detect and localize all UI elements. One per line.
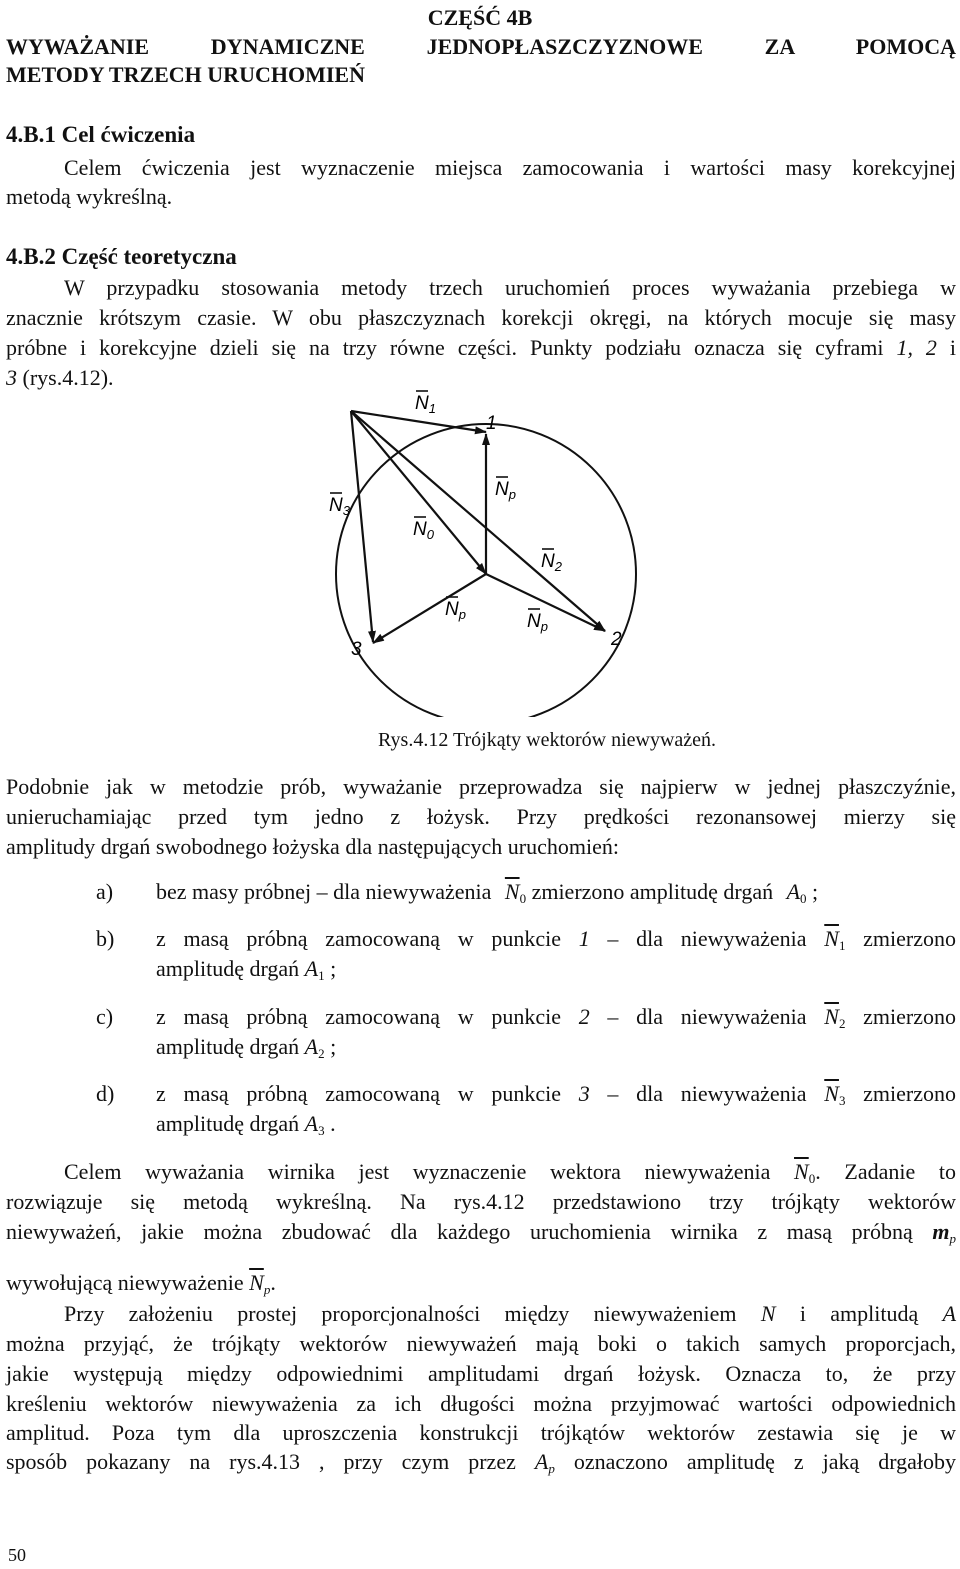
list-item-a: bez masy próbnej – dla niewyważenia $\overline{N}_0$ zmierzono amplitudę drgań $A_0$ ;: [156, 879, 819, 906]
part-heading: CZĘŚĆ 4B: [427, 5, 533, 30]
label-np-lower-right: $N_p$: [527, 611, 548, 634]
label-point-2: 2: [611, 629, 622, 650]
page-number: 50: [8, 1545, 26, 1565]
para2-line3: niewyważeń, jakie można zbudować dla każdego uruchomienia wirnika z masą próbną $m_p$: [6, 1219, 956, 1246]
section-heading-goal: 4.B.1 Cel ćwiczenia: [6, 122, 196, 147]
section-heading-theory: 4.B.2 Część teoretyczna: [6, 244, 237, 269]
para2-line1: Celem wyważania wirnika jest wyznaczenie wektora niewyważenia $\overline{N}_0$. Zadanie to: [64, 1159, 956, 1186]
para3-line3: jakie występują między odpowiednimi amplitudami drgań łożysk. Oznacza to, że przy: [6, 1361, 956, 1386]
para1-line1: Podobnie jak w metodzie prób, wyważanie przeprowadza się najpierw w jednej płaszczyźnie,: [6, 774, 956, 799]
theory-text-line4: 3 (rys.4.12).: [6, 365, 114, 390]
para1-line3: amplitudy drgań swobodnego łożyska dla następujących uruchomień:: [6, 834, 620, 859]
list-item-b-line2: amplitudę drgań $A_1$ ;: [156, 956, 337, 983]
vector-n2: [351, 411, 605, 631]
para3-line4: kreśleniu wektorów niewyważenia za ich długości można przyjmować wartości odpowiednich: [6, 1391, 956, 1416]
vector-triangles-figure: [323, 387, 643, 717]
theory-text-line1: W przypadku stosowania metody trzech uruchomień proces wyważania przebiega w: [64, 275, 956, 300]
chapter-title-line2: METODY TRZECH URUCHOMIEŃ: [6, 62, 365, 87]
label-point-3: 3: [351, 639, 362, 660]
label-np-upper: $N_p$: [495, 479, 516, 502]
vector-np-to-3: [373, 574, 486, 643]
list-item-d-line2: amplitudę drgań $A_3$ .: [156, 1111, 336, 1138]
para1-line2: unieruchamiając przed tym jedno z łożysk. Przy prędkości rezonansowej mierzy się: [6, 804, 956, 829]
theory-text-line3: próbne i korekcyjne dzieli się na trzy równe części. Punkty podziału oznacza się cyframi 1, 2 i: [6, 335, 956, 360]
goal-text-line1: Celem ćwiczenia jest wyznaczenie miejsca zamocowania i wartości masy korekcyjnej: [64, 155, 956, 180]
list-item-c-label: c): [96, 1004, 114, 1029]
label-n2: $N_2$: [541, 551, 562, 574]
list-item-c-line1: z masą próbną zamocowaną w punkcie 2 – dla niewyważenia $\overline{N}_2$ zmierzono: [156, 1004, 957, 1031]
vector-n3: [351, 411, 373, 642]
para3-line2: można przyjąć, że trójkąty wektorów niewyważeń mają boki o takich samych proporcjach,: [6, 1331, 956, 1356]
figure-caption: Rys.4.12 Trójkąty wektorów niewyważeń.: [378, 729, 717, 751]
label-np-lower-left: $N_p$: [445, 599, 466, 622]
goal-text-line2: metodą wykreślną.: [6, 184, 173, 209]
list-item-a-label: a): [96, 879, 114, 904]
para2-line4: wywołującą niewyważenie $\overline{N}_p$.: [6, 1270, 276, 1297]
label-n0: $N_0$: [413, 519, 434, 542]
list-item-c-line2: amplitudę drgań $A_2$ ;: [156, 1034, 337, 1061]
para3-line6: sposób pokazany na rys.4.13 , przy czym przez $A_p$ oznaczono amplitudę z jaką drgałoby: [6, 1449, 957, 1476]
para3-line5: amplitud. Poza tym dla uproszczenia konstrukcji trójkątów wektorów zestawia się je w: [6, 1420, 956, 1445]
para3-line1: Przy założeniu prostej proporcjonalności między niewyważeniem N i amplitudą A: [64, 1301, 957, 1326]
label-n1: $N_1$: [415, 393, 436, 416]
list-item-b-label: b): [96, 926, 115, 951]
label-n3: $N_3$: [329, 495, 350, 518]
chapter-title-line1: WYWAŻANIE DYNAMICZNE JEDNOPŁASZCZYZNOWE ZA POMOCĄ: [6, 34, 956, 59]
list-item-b-line1: z masą próbną zamocowaną w punkcie 1 – dla niewyważenia $\overline{N}_1$ zmierzono: [156, 926, 957, 953]
list-item-d-line1: z masą próbną zamocowaną w punkcie 3 – dla niewyważenia $\overline{N}_3$ zmierzono: [156, 1081, 957, 1108]
vector-n0: [351, 411, 486, 574]
para2-line2: rozwiązuje się metodą wykreślną. Na rys.4.12 przedstawiono trzy trójkąty wektorów: [6, 1189, 956, 1214]
theory-text-line2: znacznie krótszym czasie. W obu płaszczyznach korekcji okręgi, na których mocuje się masy: [6, 305, 956, 330]
label-point-1: 1: [486, 413, 497, 434]
list-item-d-label: d): [96, 1081, 115, 1106]
